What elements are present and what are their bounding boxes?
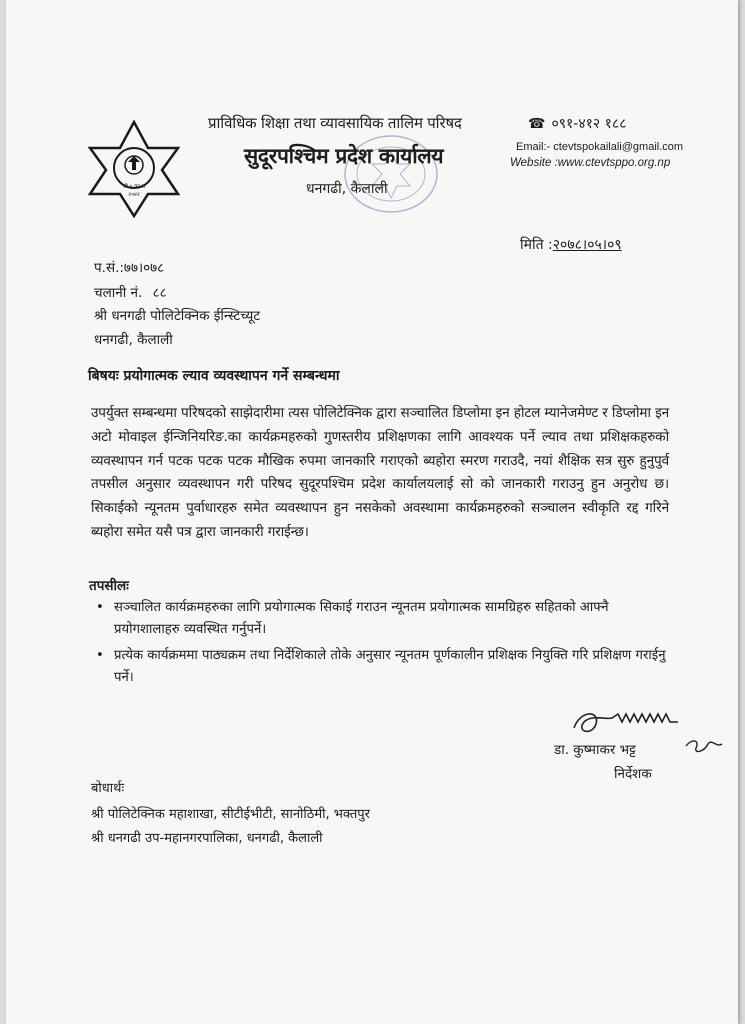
logo-year: २०४२ bbox=[128, 192, 140, 198]
list-item: • सञ्चालित कार्यक्रमहरुका लागि प्रयोगात्मक सिकाई गराउन न्यूनतम प्रयोगात्मक सामग्रिहरु सहितको आफ्नै प्रयोगशालाहरु व्यवस्थित गर्नुपर्ने। bbox=[96, 597, 666, 641]
phone-icon: ☎ bbox=[528, 116, 546, 132]
cc-label: बोधार्थः bbox=[91, 781, 125, 796]
date-value: २०७८।०५।०९ bbox=[552, 237, 622, 253]
date-label: मिति : bbox=[520, 237, 553, 253]
phone-text: ०९१-४१२ १८८ bbox=[551, 116, 627, 132]
signer-name: डा. कुष्माकर भट्ट bbox=[554, 742, 636, 758]
email: Email:- ctevtspokailali@gmail.com bbox=[516, 141, 684, 153]
dispatch-number: ८८ bbox=[152, 285, 167, 301]
details-list bbox=[96, 597, 666, 693]
phone-number bbox=[528, 114, 626, 133]
cc-item: श्री धनगढी उप-महानगरपालिका, धनगढी, कैलाली bbox=[91, 831, 323, 846]
subject: बिषयः प्रयोगात्मक ल्याव व्यवस्थापन गर्ने सम्बन्धमा bbox=[88, 368, 340, 384]
office-city: धनगढी, कैलाली bbox=[306, 181, 388, 197]
website: Website :www.ctevtsppo.org.np bbox=[510, 157, 671, 169]
letter-date bbox=[520, 235, 622, 254]
signature-icon bbox=[566, 700, 726, 770]
recipient: श्री धनगढी पोलिटेक्निक ईन्स्टिच्यूट bbox=[94, 308, 261, 324]
details-label: तपसीलः bbox=[89, 578, 129, 594]
reference-number: प.सं.:७७।०७८ bbox=[94, 260, 165, 276]
nepal-star-logo-icon bbox=[86, 118, 182, 218]
org-line: प्राविधिक शिक्षा तथा व्यावसायिक तालिम परिषद bbox=[208, 114, 462, 132]
letter-page bbox=[6, 0, 738, 1024]
list-item: • प्रत्येक कार्यक्रममा पाठ्यक्रम तथा निर्देशिकाले तोके अनुसार न्यूनतम पूर्णकालीन प्रशिक्षक नियुक्ति गरि प्रशिक्षण गराईनु पर्ने। bbox=[96, 645, 666, 689]
office-title: सुदूरपश्चिम प्रदेश कार्यालय bbox=[244, 144, 444, 168]
cc-item: श्री पोलिटेक्निक महाशाखा, सीटीईभीटी, सानोठिमी, भक्तपुर bbox=[91, 807, 370, 822]
dispatch-line bbox=[94, 283, 167, 301]
body-paragraph: उपर्युक्त सम्बन्धमा परिषदको साझेदारीमा त्यस पोलिटेक्निक द्वारा सञ्चालित डिप्लोमा इन होटल म्यानेजमेण्ट र डिप्लोमा इन अटो मोवाइल ईन्जिनियरिङ.का कार्यक्रमहरुको गुणस्तरीय प्रशिक्षणका लागि आवश्यक पर्ने ल्याव तथा प्रशिक्षकहरुको व्यवस्थापन गर्न पटक पटक पटक मौखिक रुपमा जानकारि गराएको ब्यहोरा स्मरण गराउदै, नयां शैक्षिक सत्र सुरु हुनुपुर्व तपसील अनुसार व्यवस्थापन गरी परिषद सुदूरपश्चिम प्रदेश कार्यालयलाई सो को जानकारी गराउनु हुन अनुरोध छ। सिकाईको न्यूनतम पुर्वाधारहरु समेत व्यवस्थापन हुन नसकेको अवस्थामा कार्यक्रमहरुको सञ्चालन स्वीकृति रद्द गरिने ब्यहोरा समेत यसै पत्र द्वारा जानकारी गराईन्छ। bbox=[91, 405, 669, 540]
logo-text: श्री ५ का स bbox=[122, 184, 146, 190]
dispatch-label: चलानी नं. bbox=[94, 285, 143, 301]
recipient-city: धनगढी, कैलाली bbox=[94, 332, 173, 348]
signer-title: निर्देशक bbox=[614, 766, 652, 782]
